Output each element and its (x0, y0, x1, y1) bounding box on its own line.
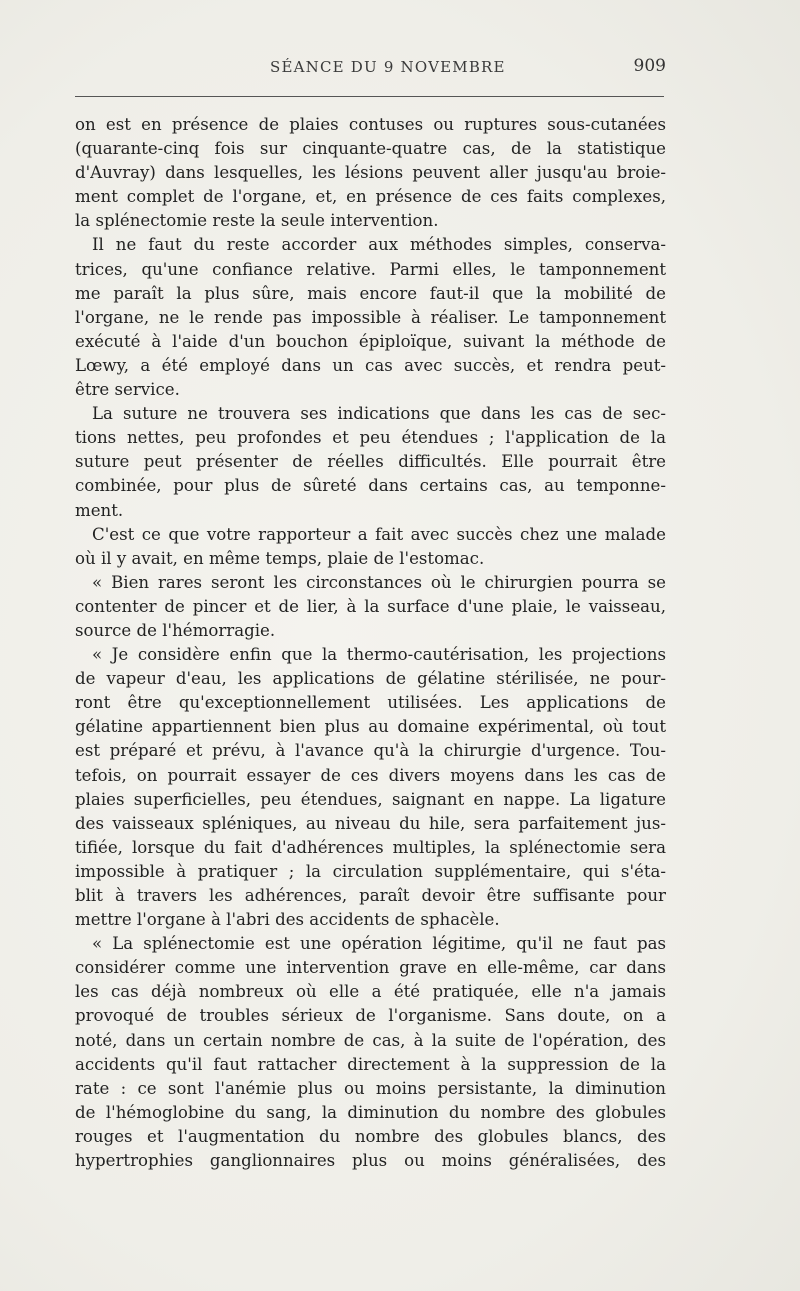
paragraph-line: contenter de pincer et de lier, à la surface d'une plaie, le vaisseau, (75, 596, 666, 616)
paragraph-line: ment complet de l'organe, et, en présence de ces faits complexes, (75, 187, 666, 207)
paragraph-line: accidents qu'il faut rattacher directement à la suppression de la (75, 1054, 666, 1074)
paragraph-line: rate : ce sont l'anémie plus ou moins persistante, la diminution (75, 1078, 666, 1098)
paragraph-line: ront être qu'exceptionnellement utilisées. Les applications de (75, 693, 666, 713)
paragraph-line: provoqué de troubles sérieux de l'organisme. Sans doute, on a (75, 1006, 666, 1026)
paragraph-first-line: La suture ne trouvera ses indications que dans les cas de sec- (92, 404, 666, 424)
paragraph-line: impossible à pratiquer ; la circulation supplémentaire, qui s'éta- (75, 861, 666, 881)
paragraph-line: de l'hémoglobine du sang, la diminution du nombre des globules (75, 1102, 666, 1122)
paragraph-first-line: « Bien rares seront les circonstances où le chirurgien pourra se (92, 572, 666, 592)
paragraph-line: d'Auvray) dans lesquelles, les lésions peuvent aller jusqu'au broie- (75, 163, 666, 183)
paragraph-line: tefois, on pourrait essayer de ces divers moyens dans les cas de (75, 765, 666, 785)
paragraph-line: tions nettes, peu profondes et peu étendues ; l'application de la (75, 428, 666, 448)
paragraph-line: combinée, pour plus de sûreté dans certains cas, au temponne- (75, 476, 666, 496)
paragraph-first-line: « La splénectomie est une opération légitime, qu'il ne faut pas (92, 934, 666, 954)
paragraph-line: est préparé et prévu, à l'avance qu'à la chirurgie d'urgence. Tou- (75, 741, 666, 761)
paragraph-line: plaies superficielles, peu étendues, saignant en nappe. La ligature (75, 789, 666, 809)
page-number: 909 (633, 56, 666, 76)
paragraph-line: où il y avait, en même temps, plaie de l'estomac. (75, 548, 485, 568)
paragraph-first-line: on est en présence de plaies contuses ou ruptures sous-cutanées (75, 115, 666, 134)
paragraph-line: des vaisseaux spléniques, au niveau du hile, sera parfaitement jus- (75, 813, 666, 833)
paragraph-first-line: Il ne faut du reste accorder aux méthodes simples, conserva- (92, 235, 666, 255)
paragraph-line: rouges et l'augmentation du nombre des globules blancs, des (75, 1126, 666, 1146)
paragraph-line: source de l'hémorragie. (75, 620, 276, 640)
paragraph-first-line: « Je considère enfin que la thermo-cautérisation, les projections (92, 645, 666, 665)
paragraph-line: la splénectomie reste la seule intervention. (75, 211, 439, 231)
paragraph-line: l'organe, ne le rende pas impossible à réaliser. Le tamponnement (75, 307, 666, 327)
paragraph-line: (quarante-cinq fois sur cinquante-quatre cas, de la statistique (75, 139, 666, 159)
paragraph-line: me paraît la plus sûre, mais encore faut-il que la mobilité de (75, 283, 666, 303)
paragraph-line: ment. (75, 500, 124, 520)
paragraph-line: être service. (75, 380, 180, 400)
paragraph-line: les cas déjà nombreux où elle a été pratiquée, elle n'a jamais (75, 982, 666, 1002)
paragraph-first-line: C'est ce que votre rapporteur a fait avec succès chez une malade (92, 524, 666, 544)
paragraph-line: Lœwy, a été employé dans un cas avec succès, et rendra peut- (75, 355, 666, 375)
paragraph-line: mettre l'organe à l'abri des accidents de sphacèle. (75, 910, 500, 930)
paragraph-line: de vapeur d'eau, les applications de gélatine stérilisée, ne pour- (75, 669, 666, 689)
paragraph-line: trices, qu'une confiance relative. Parmi elles, le tamponnement (75, 259, 666, 279)
paragraph-line: gélatine appartiennent bien plus au domaine expérimental, où tout (75, 717, 666, 737)
header-rule (75, 96, 664, 97)
body-text (75, 113, 666, 1173)
page-header (75, 56, 666, 92)
paragraph-line: noté, dans un certain nombre de cas, à la suite de l'opération, des (75, 1030, 666, 1050)
paragraph-line: considérer comme une intervention grave en elle-même, car dans (75, 958, 666, 978)
paragraph-line: exécuté à l'aide d'un bouchon épiploïque, suivant la méthode de (75, 331, 666, 351)
paragraph-line: hypertrophies ganglionnaires plus ou moins généralisées, des (75, 1151, 666, 1171)
running-title: SÉANCE DU 9 NOVEMBRE (270, 58, 506, 76)
paragraph-line: blit à travers les adhérences, paraît devoir être suffisante pour (75, 886, 666, 905)
paragraph-line: suture peut présenter de réelles difficultés. Elle pourrait être (75, 452, 666, 472)
paragraph-line: tifiée, lorsque du fait d'adhérences multiples, la splénectomie sera (75, 837, 666, 857)
